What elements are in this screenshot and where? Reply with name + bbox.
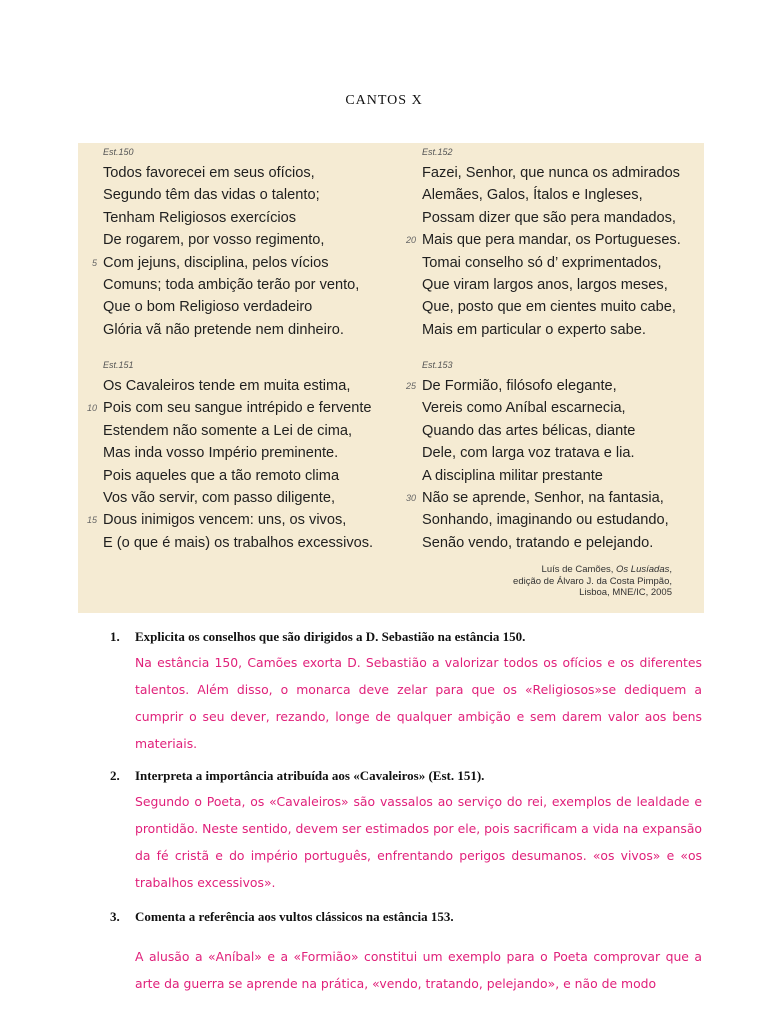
verse-line — [422, 252, 681, 274]
question-text: Interpreta a importância atribuída aos «Cavaleiros» (Est. 151). — [135, 768, 485, 783]
verse-text: Não se aprende, Senhor, na fantasia, — [422, 489, 664, 506]
verse-line — [422, 184, 681, 206]
verse-line — [103, 184, 359, 206]
verse-text: Mais que pera mandar, os Portugueses. — [422, 232, 681, 249]
verse-line — [422, 319, 681, 341]
verse-line — [103, 420, 373, 442]
verse-line — [422, 442, 669, 464]
question-item — [110, 766, 702, 896]
verse-text: De Formião, filósofo elegante, — [422, 378, 617, 394]
verse-line — [103, 442, 373, 464]
verse-line — [91, 252, 359, 274]
verse-line — [422, 465, 669, 487]
verse-line — [422, 397, 669, 419]
citation-author: Luís de Camões, — [541, 564, 614, 575]
verse-text: De rogarem, por vosso regimento, — [103, 232, 325, 249]
source-citation: Luís de Camões, Os Lusíadas, edição de Álvaro J. da Costa Pimpão, Lisboa, MNE/IC, 2005 — [513, 564, 672, 598]
questions-list — [110, 627, 702, 997]
verse-text: E (o que é mais) os trabalhos excessivos. — [103, 534, 374, 551]
citation-work: Os Lusíadas — [616, 564, 670, 575]
verse-text: Tomai conselho só d’ exprimentados, — [422, 254, 662, 271]
verse-text: Mais em particular o experto sabe. — [422, 321, 646, 338]
verse-line — [103, 229, 359, 251]
question-item — [110, 907, 702, 997]
verse-text: Possam dizer que são pera mandados, — [422, 209, 676, 226]
line-number: 15 — [86, 515, 97, 526]
page-title: CANTOS X — [345, 93, 423, 108]
verse-line — [103, 296, 359, 318]
stanza-label: Est.153 — [422, 360, 453, 370]
verse-text: Estendem não somente a Lei de cima, — [103, 422, 353, 439]
answer-text: Na estância 150, Camões exorta D. Sebastião a valorizar todos os ofícios e os diferentes talentos. Além disso, o monarca deve zelar para que os «Religiosos»se dediquem a cumprir o seu dever, rezando, longe de qualquer ambição e sem darem valor aos bens materiais. — [135, 655, 702, 751]
verse-text: Quando das artes bélicas, diante — [422, 422, 636, 439]
verse-line — [103, 487, 373, 509]
verse-line — [422, 274, 681, 296]
verse-text: Glória vã não pretende nem dinheiro. — [103, 321, 344, 338]
verse-line — [103, 319, 359, 341]
verse-line — [103, 274, 359, 296]
verse-line — [86, 397, 373, 419]
verse-line — [405, 487, 669, 509]
line-number: 10 — [86, 403, 97, 414]
answer-text: A alusão a «Aníbal» e a «Formião» constitui um exemplo para o Poeta comprovar que a arte da guerra se aprende na prática, «vendo, tratando, pelejando», e não de modo — [135, 949, 702, 991]
citation-edition: edição de Álvaro J. da Costa Pimpão, — [513, 575, 672, 587]
verse-text: A disciplina militar prestante — [422, 467, 603, 484]
verse-line — [103, 375, 373, 397]
answer-text: Segundo o Poeta, os «Cavaleiros» são vassalos ao serviço do rei, exemplos de lealdade e prontidão. Neste sentido, devem ser estimados por ele, pois sacrificam a vida na expansão da fé cristã e do império português, enfrentando perigos desumanos. «os vivos» e «os trabalhos excessivos». — [135, 794, 702, 890]
verse-text: Os Cavaleiros tende em muita estima, — [103, 378, 351, 394]
verse-text: Que viram largos anos, largos meses, — [422, 276, 668, 293]
verse-text: Que, posto que em cientes muito cabe, — [422, 299, 676, 316]
question-number: 1. — [110, 629, 120, 644]
verse-text: Sonhando, imaginando ou estudando, — [422, 512, 669, 529]
verse-line — [405, 229, 681, 251]
verse-text: Pois com seu sangue intrépido e fervente — [103, 400, 372, 417]
line-number: 25 — [405, 381, 416, 391]
verse-text: Fazei, Senhor, que nunca os admirados — [422, 165, 680, 181]
verse-text: Senão vendo, tratando e pelejando. — [422, 534, 654, 551]
verse-text: Vereis como Aníbal escarnecia, — [422, 400, 626, 417]
verse-text: Todos favorecei em seus ofícios, — [103, 165, 315, 181]
verse-line — [103, 162, 359, 184]
verse-line — [422, 532, 669, 554]
verse-line — [422, 420, 669, 442]
verse-line — [422, 509, 669, 531]
verse-text: Com jejuns, disciplina, pelos vícios — [103, 254, 329, 271]
line-number: 5 — [91, 257, 97, 268]
verse-text: Pois aqueles que a tão remoto clima — [103, 467, 340, 484]
question-item — [110, 627, 702, 757]
line-number: 20 — [405, 235, 416, 246]
verse-text: Mas inda vosso Império preminente. — [103, 445, 339, 462]
verse-text: Tenham Religiosos exercícios — [103, 209, 297, 226]
stanza-label: Est.152 — [422, 147, 453, 157]
line-number: 30 — [405, 492, 416, 503]
stanza-label: Est.150 — [103, 147, 134, 157]
verse-line — [422, 296, 681, 318]
verse-text: Alemães, Galos, Ítalos e Ingleses, — [422, 187, 643, 204]
question-text: Comenta a referência aos vultos clássicos na estância 153. — [135, 909, 454, 924]
verse-line — [103, 207, 359, 229]
question-number: 3. — [110, 909, 120, 924]
citation-publisher: Lisboa, MNE/IC, 2005 — [579, 587, 672, 598]
question-number: 2. — [110, 768, 120, 783]
verse-line — [422, 207, 681, 229]
verse-text: Segundo têm das vidas o talento; — [103, 187, 320, 204]
verse-line — [86, 509, 373, 531]
verse-text: Vos vão servir, com passo diligente, — [103, 489, 335, 506]
verse-text: Dous inimigos vencem: uns, os vivos, — [103, 512, 347, 529]
verse-line — [422, 162, 681, 184]
verse-text: Comuns; toda ambição terão por vento, — [103, 276, 360, 293]
question-text: Explicita os conselhos que são dirigidos a D. Sebastião na estância 150. — [135, 629, 526, 644]
poem-excerpt-box — [78, 143, 704, 613]
stanza-label: Est.151 — [103, 360, 134, 370]
verse-line — [103, 465, 373, 487]
verse-line — [103, 532, 373, 554]
verse-text: Que o bom Religioso verdadeiro — [103, 299, 313, 316]
verse-text: Dele, com larga voz tratava e lia. — [422, 445, 635, 462]
verse-line — [405, 375, 669, 397]
